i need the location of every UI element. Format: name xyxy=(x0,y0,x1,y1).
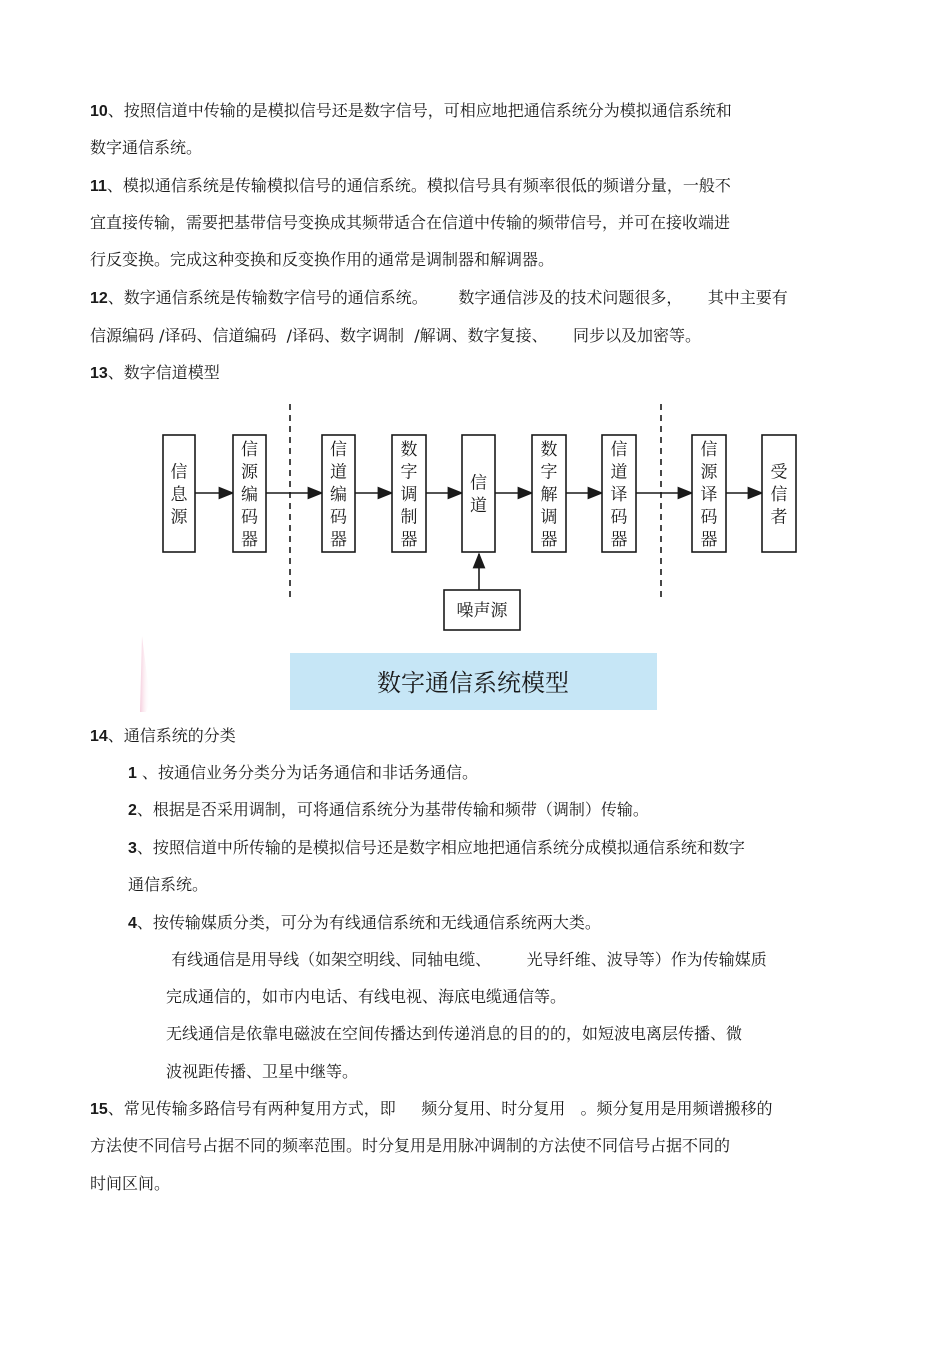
noise-source-label: 噪声源 xyxy=(456,601,508,621)
block-char: 信 xyxy=(330,439,347,460)
block-char: 道 xyxy=(610,462,628,483)
paragraph-15-line-3: 时间区间。 xyxy=(90,1174,171,1193)
paragraph-15-line-1 xyxy=(90,1099,773,1120)
paragraph-number: 11 xyxy=(90,178,107,195)
block-char: 码 xyxy=(241,507,258,528)
sub-line-1: 有线通信是用导线（如架空明线、同轴电缆、 光导纤维、波导等）作为传输媒质 xyxy=(166,950,767,969)
list-item-4 xyxy=(128,913,601,934)
block-label xyxy=(771,462,788,527)
list-number: 4 xyxy=(128,915,137,932)
block-label xyxy=(611,440,628,550)
list-item-2 xyxy=(128,800,649,821)
block-char: 受 xyxy=(770,462,788,483)
block-char: 码 xyxy=(700,507,718,528)
list-item-1 xyxy=(128,763,478,784)
block-label xyxy=(330,440,347,550)
paragraph-10-line-2: 数字通信系统。 xyxy=(90,138,203,157)
block-char: 数 xyxy=(400,439,418,460)
list-number: 3 xyxy=(128,840,137,857)
list-number: 1 xyxy=(128,765,137,782)
paragraph-15-line-2: 方法使不同信号占据不同的频率范围。时分复用是用脉冲调制的方法使不同信号占据不同的 xyxy=(90,1136,731,1155)
block-char: 器 xyxy=(330,529,347,550)
list-text: 、按照信道中所传输的是模拟信号还是数字相应地把通信系统分成模拟通信系统和数字 xyxy=(136,838,745,857)
paragraph-11-line-3: 行反变换。完成这种变换和反变换作用的通常是调制器和解调器。 xyxy=(90,250,555,269)
paragraph-number: 12 xyxy=(90,290,108,307)
paragraph-number: 14 xyxy=(90,728,108,745)
paragraph-11-line-2: 宜直接传输，需要把基带信号变换成其频带适合在信道中传输的频带信号，并可在接收端进 xyxy=(90,213,731,232)
list-item-3-line-1 xyxy=(128,838,745,859)
sub-line-4: 波视距传播、卫星中继等。 xyxy=(166,1062,359,1081)
block-char: 信 xyxy=(241,439,258,460)
block-char: 制 xyxy=(400,507,418,528)
list-text: 、按传输媒质分类，可分为有线通信系统和无线通信系统两大类。 xyxy=(136,913,601,932)
list-number: 2 xyxy=(128,802,137,819)
block-char: 者 xyxy=(770,507,788,528)
block-char: 源 xyxy=(170,507,188,528)
diagram-caption xyxy=(290,653,657,710)
block-char: 信 xyxy=(610,439,628,460)
paragraph-text: 、按照信道中传输的是模拟信号还是数字信号，可相应地把通信系统分为模拟通信系统和 xyxy=(107,101,732,120)
paragraph-text: 、通信系统的分类 xyxy=(107,726,236,745)
paragraph-text: 、常见传输多路信号有两种复用方式，即 频分复用、时分复用 。频分复用是用频谱搬移的 xyxy=(107,1099,773,1118)
block-char: 信 xyxy=(170,462,188,483)
list-item-3-line-2: 通信系统。 xyxy=(128,875,209,894)
paragraph-12-line-2: 信源编码 /译码、信道编码 /译码、数字调制 /解调、数字复接、 同步以及加密等。 xyxy=(90,326,702,345)
block-char: 数 xyxy=(540,439,558,460)
block-char: 器 xyxy=(400,529,418,550)
block-char: 器 xyxy=(700,529,718,550)
block-char: 调 xyxy=(540,507,558,528)
block-char: 译 xyxy=(700,484,718,505)
block-char: 源 xyxy=(241,462,258,483)
block-char: 字 xyxy=(400,462,418,483)
block-char: 息 xyxy=(170,484,188,505)
block-char: 器 xyxy=(540,529,558,550)
block-label xyxy=(541,440,558,550)
block-label xyxy=(171,462,189,527)
list-text: 、按通信业务分类分为话务通信和非话务通信。 xyxy=(136,763,478,782)
paragraph-text: 、模拟通信系统是传输模拟信号的通信系统。模拟信号具有频率很低的频谱分量，一般不 xyxy=(106,176,731,195)
block-noise-source xyxy=(444,590,520,630)
block-char: 解 xyxy=(540,484,558,505)
list-text: 、根据是否采用调制，可将通信系统分为基带传输和频带（调制）传输。 xyxy=(136,800,649,819)
block-char: 码 xyxy=(330,507,347,528)
decorative-sliver xyxy=(140,636,150,712)
block-label xyxy=(241,440,259,550)
block-char: 道 xyxy=(330,462,347,483)
block-char: 源 xyxy=(700,462,718,483)
section-14-title xyxy=(90,726,236,747)
paragraph-number: 10 xyxy=(90,103,108,120)
block-label xyxy=(401,440,418,550)
block-char: 道 xyxy=(470,496,487,517)
block-char: 信 xyxy=(770,484,788,505)
block-char: 器 xyxy=(241,529,258,550)
block-char: 码 xyxy=(610,507,628,528)
block-char: 字 xyxy=(540,462,558,483)
paragraph-text: 、数字通信系统是传输数字信号的通信系统。 数字通信涉及的技术问题很多， 其中主要有 xyxy=(107,288,788,307)
paragraph-number: 15 xyxy=(90,1101,108,1118)
block-label xyxy=(701,440,719,550)
block-char: 译 xyxy=(610,484,628,505)
block-char: 编 xyxy=(330,484,347,505)
block-char: 编 xyxy=(241,484,258,505)
block-char: 信 xyxy=(470,473,487,494)
sub-line-2: 完成通信的，如市内电话、有线电视、海底电缆通信等。 xyxy=(166,987,567,1006)
block-char: 调 xyxy=(400,484,418,505)
paragraph-text: 、数字信道模型 xyxy=(107,363,220,382)
caption-text: 数字通信系统模型 xyxy=(377,669,569,697)
block-char: 器 xyxy=(610,529,628,550)
paragraph-number: 13 xyxy=(90,365,108,382)
sub-line-3: 无线通信是依靠电磁波在空间传播达到传递消息的目的的，如短波电离层传播、微 xyxy=(166,1024,743,1043)
block-char: 信 xyxy=(700,439,718,460)
